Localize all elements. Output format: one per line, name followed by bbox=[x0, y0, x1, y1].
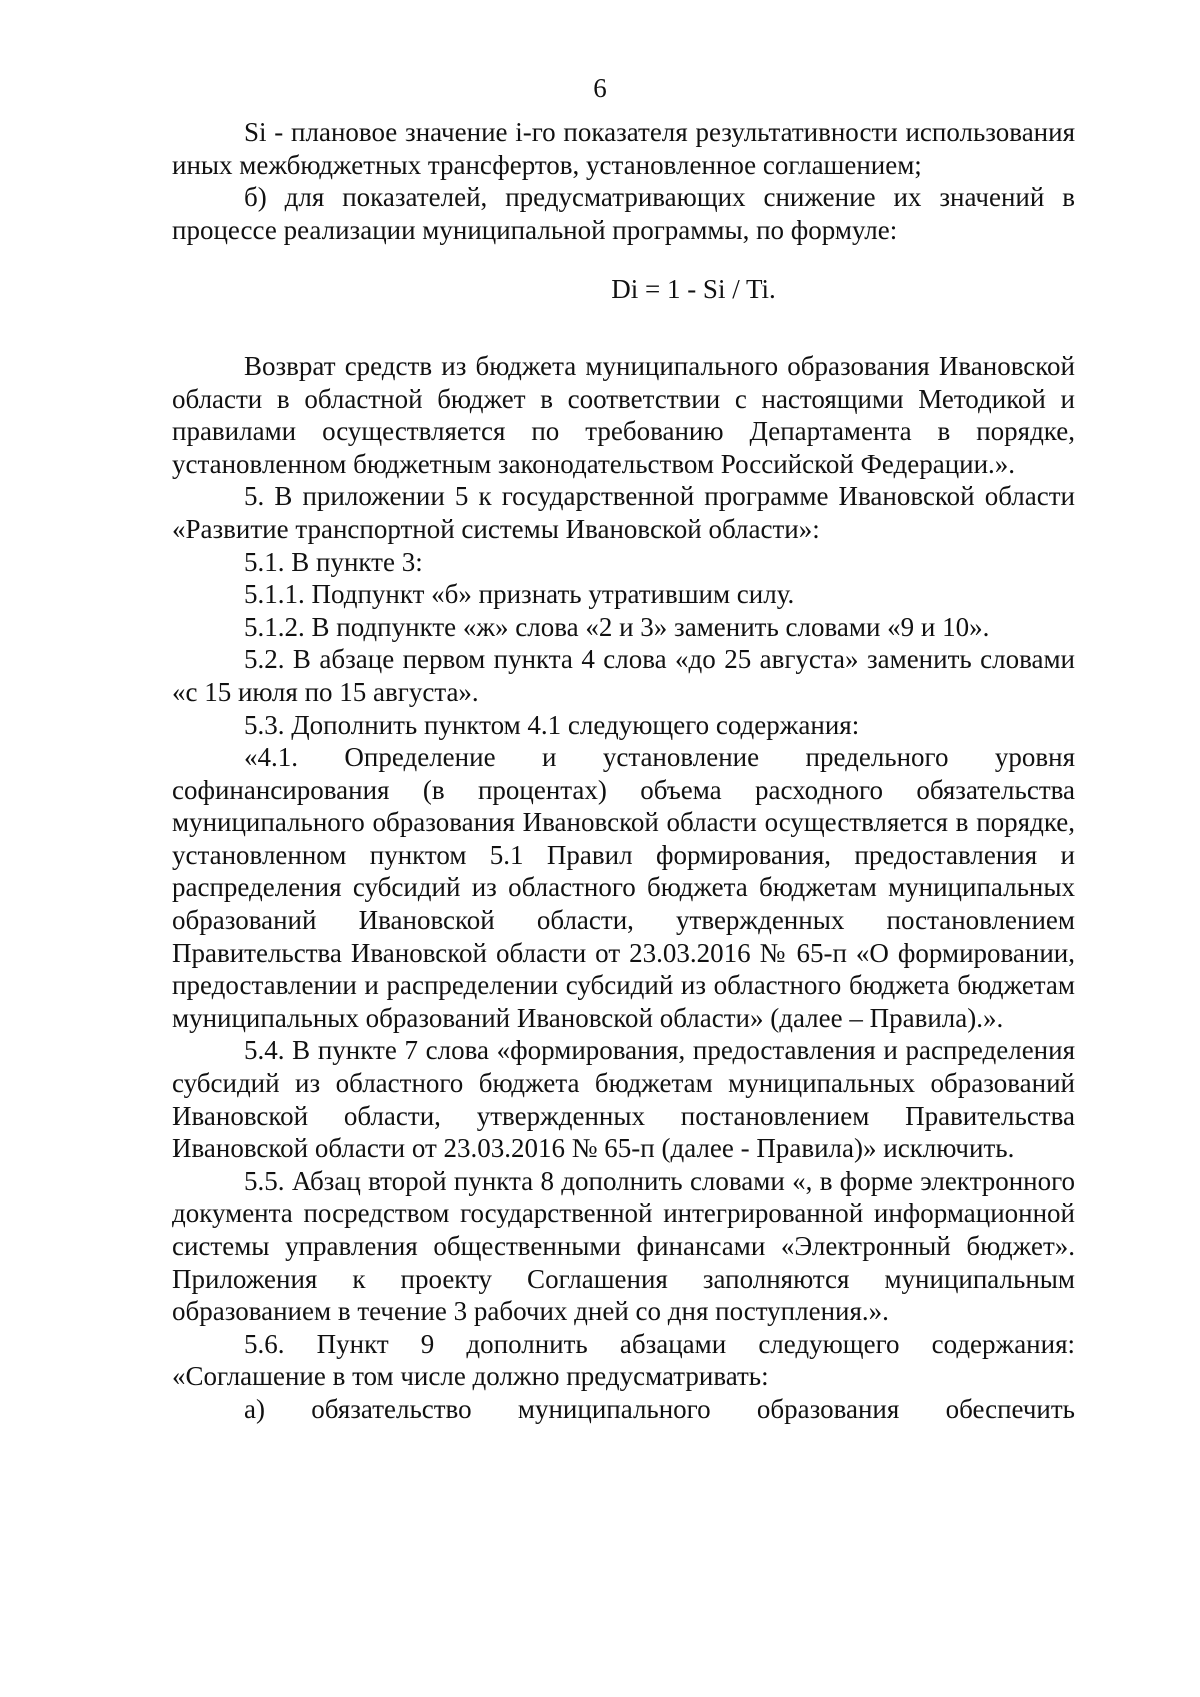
paragraph-item-5-4: 5.4. В пункте 7 слова «формирования, предоставления и распределения субсидий из областного бюджета бюджетам муниципальных образований Ивановской области, утвержденных постановлением Правительства Ивановской области от 23.03.2016 № 65-п (далее - Правила)» исключить. bbox=[172, 1035, 1075, 1164]
paragraph-funds-return: Возврат средств из бюджета муниципального образования Ивановской области в областной бюджет в соответствии с настоящими Методикой и правилами осуществляется по требованию Департамента в порядке, установленном бюджетным законодательством Российской Федерации.». bbox=[172, 350, 1075, 479]
paragraph-item-5: 5. В приложении 5 к государственной программе Ивановской области «Развитие транспортной системы Ивановской области»: bbox=[172, 481, 1075, 544]
page-number: 6 bbox=[593, 73, 607, 103]
paragraph-item-5-1-2: 5.1.2. В подпункте «ж» слова «2 и 3» заменить словами «9 и 10». bbox=[244, 611, 990, 642]
paragraph-item-5-1: 5.1. В пункте 3: bbox=[244, 546, 423, 577]
paragraph-item-5-5: 5.5. Абзац второй пункта 8 дополнить словами «, в форме электронного документа посредством государственной интегрированной информационной системы управления общественными финансами «Электронный бюджет». Приложения к проекту Соглашения заполняются муниципальным образованием в течение 3 рабочих дней со дня поступления.». bbox=[172, 1165, 1075, 1327]
paragraph-item-5-1-1: 5.1.1. Подпункт «б» признать утратившим силу. bbox=[244, 579, 795, 610]
paragraph-si-definition: Si - плановое значение i-го показателя результативности использования иных межбюджетных трансфертов, установленное соглашением; bbox=[172, 117, 1075, 180]
paragraph-item-5-2: 5.2. В абзаце первом пункта 4 слова «до 25 августа» заменить словами «с 15 июля по 15 августа». bbox=[172, 644, 1075, 707]
spacer bbox=[172, 334, 1075, 350]
document-body bbox=[172, 116, 1075, 1426]
paragraph-item-4-1-text: «4.1. Определение и установление предельного уровня софинансирования (в процентах) объема расходного обязательства муниципального образования Ивановской области осуществляется в порядке, установленном пунктом 5.1 Правил формирования, предоставления и распределения субсидий из областного бюджета бюджетам муниципальных образований Ивановской области, утвержденных постановлением Правительства Ивановской области от 23.03.2016 № 65-п «О формировании, предоставлении и распределении субсидий из областного бюджета бюджетам муниципальных образований Ивановской области» (далее – Правила).». bbox=[172, 742, 1075, 1033]
formula-di: Di = 1 - Si / Ti. bbox=[611, 274, 776, 305]
paragraph-item-a: а) обязательство муниципального образования обеспечить bbox=[244, 1393, 1075, 1424]
paragraph-item-5-6: 5.6. Пункт 9 дополнить абзацами следующего содержания: «Соглашение в том числе должно предусматривать: bbox=[172, 1328, 1075, 1392]
paragraph-item-5-3: 5.3. Дополнить пунктом 4.1 следующего содержания: bbox=[244, 709, 860, 740]
paragraph-decrease-indicators: б) для показателей, предусматривающих снижение их значений в процессе реализации муниципальной программы, по формуле: bbox=[172, 182, 1075, 245]
